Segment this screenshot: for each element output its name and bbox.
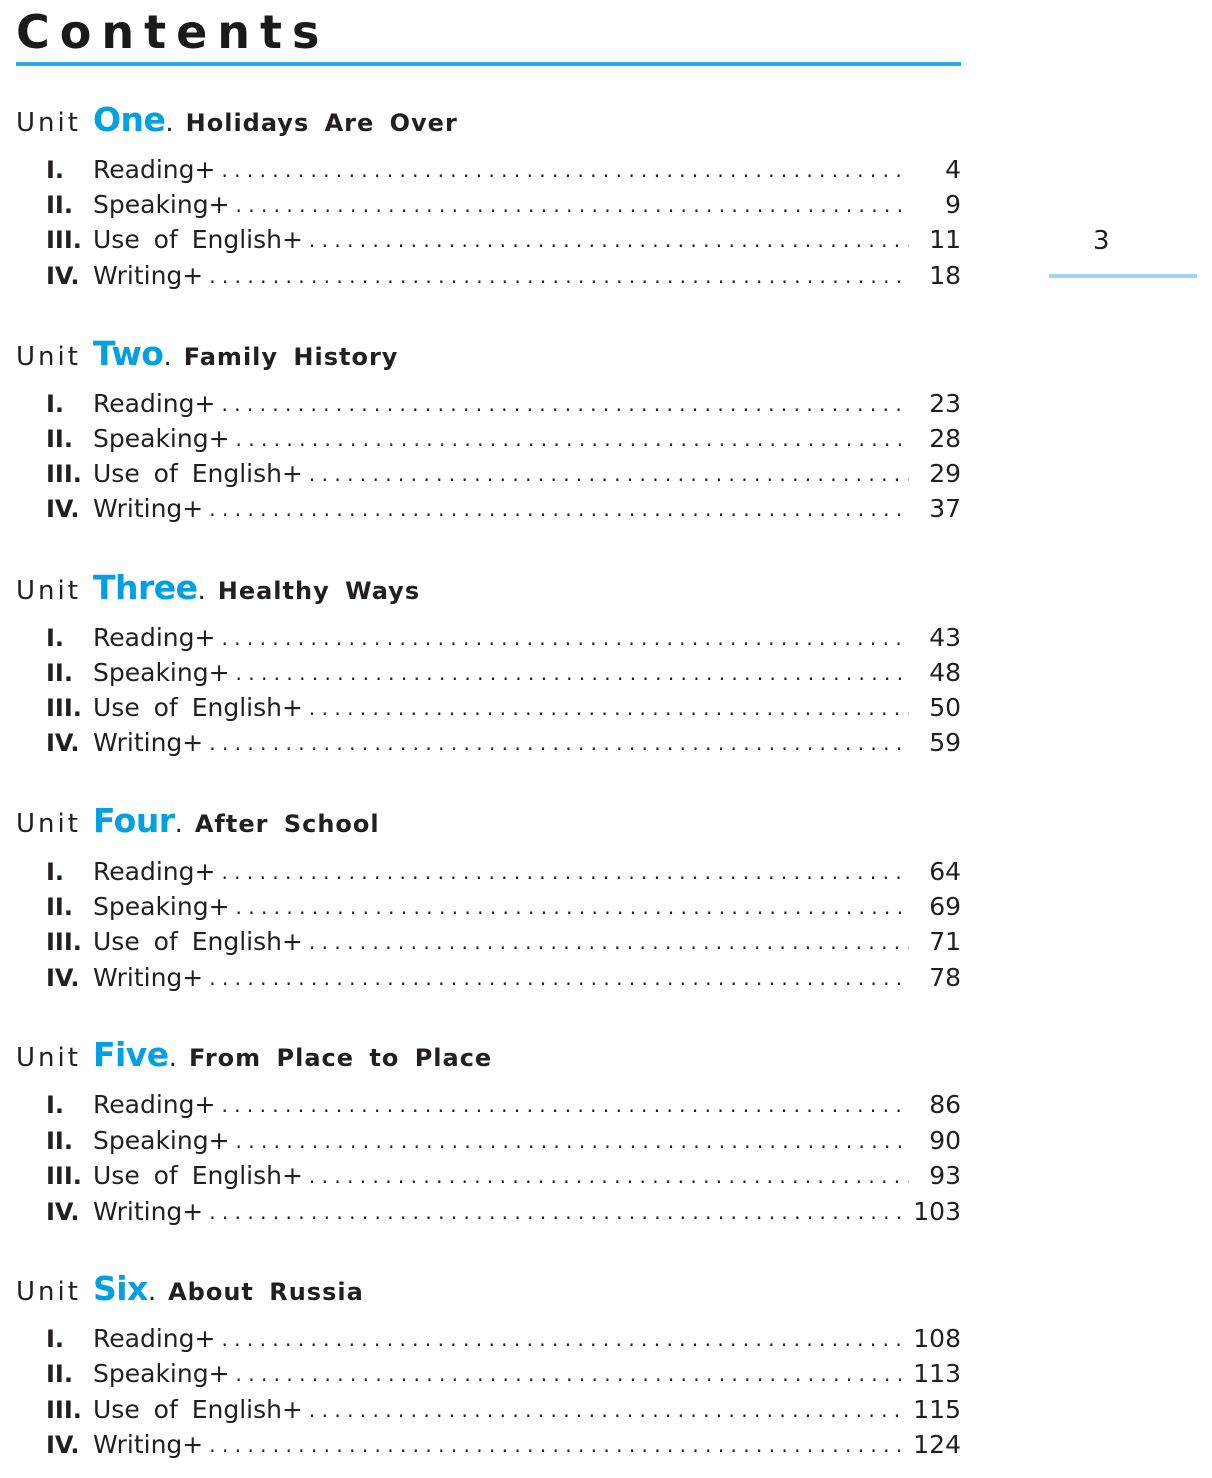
section-title: Reading+ — [93, 1324, 216, 1353]
unit-number: Three — [92, 568, 198, 607]
section-page: 28 — [929, 424, 961, 453]
dot-leader — [309, 1164, 909, 1188]
section-numeral: II. — [46, 425, 73, 453]
unit-separator: . — [197, 576, 206, 606]
section-numeral: IV. — [46, 1198, 80, 1226]
toc-entry[interactable] — [46, 658, 961, 692]
section-title: Writing+ — [93, 1197, 204, 1226]
section-title: Writing+ — [93, 728, 204, 757]
toc-entry[interactable] — [46, 459, 961, 493]
toc-entry[interactable] — [46, 1126, 961, 1160]
section-page: 9 — [945, 190, 961, 219]
section-page: 11 — [929, 225, 961, 254]
dot-leader — [236, 1362, 906, 1386]
unit-number: One — [92, 100, 166, 139]
section-title: Writing+ — [93, 1430, 204, 1459]
unit-heading — [16, 801, 380, 841]
unit-heading — [16, 1035, 492, 1075]
section-page: 59 — [929, 728, 961, 757]
unit-title: After School — [194, 810, 380, 838]
section-title: Speaking+ — [93, 190, 230, 219]
dot-leader — [209, 731, 909, 755]
dot-leader — [236, 193, 909, 217]
section-title: Reading+ — [93, 155, 216, 184]
section-title: Writing+ — [93, 963, 204, 992]
unit-label: Unit — [16, 1043, 81, 1073]
section-numeral: III. — [46, 694, 82, 722]
toc-entry[interactable] — [46, 1197, 961, 1231]
unit-title: Family History — [183, 343, 399, 371]
dot-leader — [236, 895, 909, 919]
section-title: Speaking+ — [93, 424, 230, 453]
unit-number: Six — [92, 1269, 148, 1308]
unit-number: Five — [92, 1035, 169, 1074]
section-page: 115 — [913, 1395, 961, 1424]
section-page: 93 — [929, 1161, 961, 1190]
dot-leader — [209, 1433, 905, 1457]
section-title: Speaking+ — [93, 1359, 230, 1388]
dot-leader — [236, 427, 909, 451]
dot-leader — [236, 1129, 909, 1153]
unit-separator: . — [174, 809, 183, 839]
section-numeral: I. — [46, 156, 65, 184]
dot-leader — [221, 1093, 909, 1117]
section-numeral: I. — [46, 1325, 65, 1353]
unit-number: Four — [92, 801, 175, 840]
page-number-rule — [1049, 274, 1197, 278]
section-page: 50 — [929, 693, 961, 722]
section-numeral: III. — [46, 460, 82, 488]
toc-entry[interactable] — [46, 494, 961, 528]
unit-heading — [16, 568, 420, 608]
toc-entry[interactable] — [46, 693, 961, 727]
section-numeral: I. — [46, 1091, 65, 1119]
section-numeral: III. — [46, 226, 82, 254]
unit-number: Two — [92, 334, 164, 373]
dot-leader — [209, 497, 909, 521]
section-page: 71 — [929, 927, 961, 956]
dot-leader — [309, 696, 909, 720]
section-page: 78 — [929, 963, 961, 992]
dot-leader — [309, 1398, 905, 1422]
toc-entry[interactable] — [46, 927, 961, 961]
section-page: 18 — [929, 261, 961, 290]
section-page: 86 — [929, 1090, 961, 1119]
section-title: Writing+ — [93, 494, 204, 523]
toc-entry[interactable] — [46, 728, 961, 762]
section-title: Use of English+ — [93, 1395, 303, 1424]
toc-entry[interactable] — [46, 1359, 961, 1393]
unit-title: Holidays Are Over — [185, 109, 458, 137]
dot-leader — [221, 1327, 905, 1351]
section-title: Reading+ — [93, 623, 216, 652]
section-numeral: III. — [46, 1162, 82, 1190]
section-page: 103 — [913, 1197, 961, 1226]
dot-leader — [309, 462, 909, 486]
section-page: 43 — [929, 623, 961, 652]
section-page: 4 — [945, 155, 961, 184]
section-numeral: IV. — [46, 729, 80, 757]
section-title: Use of English+ — [93, 225, 303, 254]
dot-leader — [221, 392, 909, 416]
dot-leader — [209, 966, 909, 990]
section-title: Reading+ — [93, 857, 216, 886]
section-page: 23 — [929, 389, 961, 418]
toc-entry[interactable] — [46, 1430, 961, 1464]
section-numeral: IV. — [46, 262, 80, 290]
section-page: 124 — [913, 1430, 961, 1459]
section-numeral: I. — [46, 624, 65, 652]
section-title: Speaking+ — [93, 1126, 230, 1155]
toc-entry[interactable] — [46, 190, 961, 224]
section-title: Use of English+ — [93, 693, 303, 722]
section-page: 113 — [913, 1359, 961, 1388]
toc-entry[interactable] — [46, 892, 961, 926]
unit-separator: . — [163, 342, 172, 372]
section-numeral: II. — [46, 893, 73, 921]
section-title: Use of English+ — [93, 1161, 303, 1190]
dot-leader — [309, 930, 909, 954]
section-numeral: II. — [46, 1360, 73, 1388]
section-title: Reading+ — [93, 1090, 216, 1119]
dot-leader — [209, 264, 909, 288]
section-numeral: III. — [46, 1396, 82, 1424]
unit-title: About Russia — [168, 1278, 364, 1306]
toc-entry[interactable] — [46, 424, 961, 458]
section-numeral: III. — [46, 928, 82, 956]
section-title: Speaking+ — [93, 892, 230, 921]
toc-entry[interactable] — [46, 857, 961, 891]
toc-entry[interactable] — [46, 261, 961, 295]
dot-leader — [236, 661, 909, 685]
section-title: Use of English+ — [93, 927, 303, 956]
unit-heading — [16, 334, 398, 374]
dot-leader — [221, 626, 909, 650]
section-numeral: IV. — [46, 964, 80, 992]
toc-entry[interactable] — [46, 1324, 961, 1358]
section-title: Writing+ — [93, 261, 204, 290]
unit-separator: . — [168, 1043, 177, 1073]
section-numeral: IV. — [46, 1431, 80, 1459]
section-page: 48 — [929, 658, 961, 687]
unit-label: Unit — [16, 809, 81, 839]
section-title: Reading+ — [93, 389, 216, 418]
section-numeral: I. — [46, 390, 65, 418]
section-numeral: II. — [46, 191, 73, 219]
toc-entry[interactable] — [46, 1395, 961, 1429]
unit-label: Unit — [16, 108, 81, 138]
section-numeral: II. — [46, 659, 73, 687]
section-page: 108 — [913, 1324, 961, 1353]
dot-leader — [221, 158, 909, 182]
section-page: 69 — [929, 892, 961, 921]
page-title: Contents — [16, 5, 330, 59]
section-numeral: IV. — [46, 495, 80, 523]
section-page: 64 — [929, 857, 961, 886]
dot-leader — [309, 228, 909, 252]
unit-label: Unit — [16, 1277, 81, 1307]
unit-heading — [16, 100, 458, 140]
section-page: 29 — [929, 459, 961, 488]
unit-label: Unit — [16, 576, 81, 606]
unit-title: From Place to Place — [188, 1044, 493, 1072]
title-underline — [16, 62, 961, 66]
unit-title: Healthy Ways — [217, 577, 421, 605]
section-title: Speaking+ — [93, 658, 230, 687]
unit-separator: . — [165, 108, 174, 138]
section-page: 37 — [929, 494, 961, 523]
toc-entry[interactable] — [46, 389, 961, 423]
section-numeral: II. — [46, 1127, 73, 1155]
toc-entry[interactable] — [46, 623, 961, 657]
toc-entry[interactable] — [46, 963, 961, 997]
section-page: 90 — [929, 1126, 961, 1155]
toc-entry[interactable] — [46, 1090, 961, 1124]
unit-separator: . — [147, 1277, 157, 1307]
unit-heading — [16, 1269, 364, 1309]
unit-label: Unit — [16, 342, 81, 372]
section-numeral: I. — [46, 858, 65, 886]
toc-entry[interactable] — [46, 1161, 961, 1195]
section-title: Use of English+ — [93, 459, 303, 488]
dot-leader — [221, 860, 909, 884]
toc-entry[interactable] — [46, 225, 961, 259]
dot-leader — [209, 1200, 905, 1224]
toc-entry[interactable] — [46, 155, 961, 189]
page-number: 3 — [1093, 226, 1110, 256]
